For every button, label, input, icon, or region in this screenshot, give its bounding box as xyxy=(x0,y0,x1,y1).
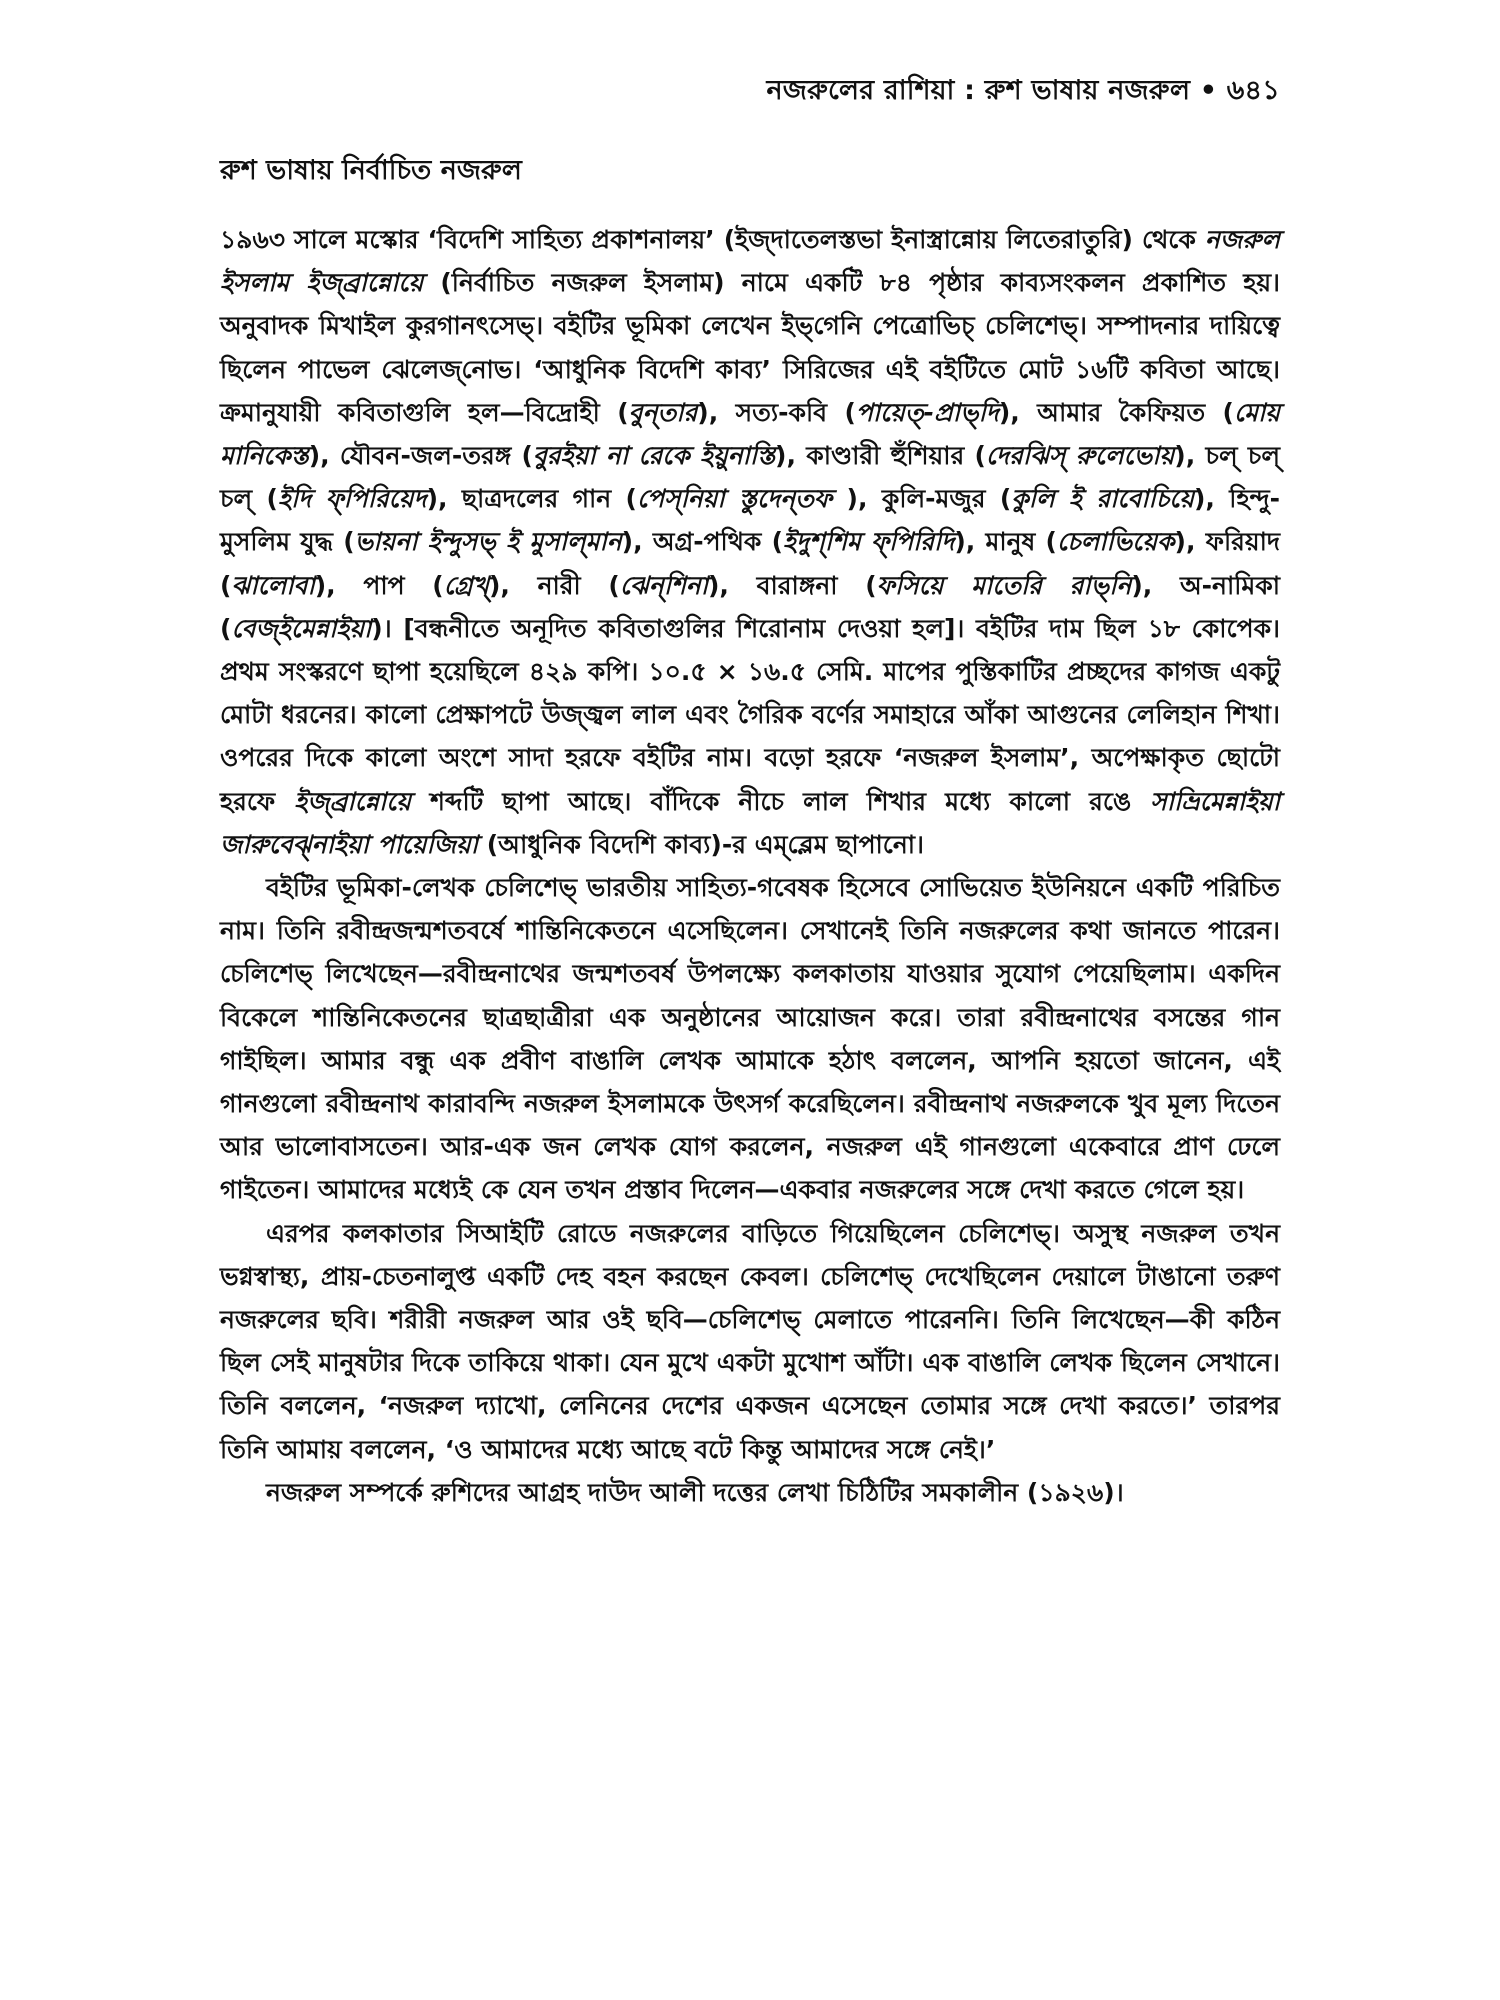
paragraph xyxy=(220,866,1280,1212)
italic-text: পেস্‌নিয়া স্তুদেন্‌তফ xyxy=(636,484,833,514)
paragraph xyxy=(220,218,1280,866)
italic-text: ঝেন্‌শিনা xyxy=(619,570,708,600)
italic-text: কুলি ই রাবোচিয়ে xyxy=(1011,484,1194,514)
italic-text: গ্রেখ্‌ xyxy=(443,570,489,600)
text-run: ), অগ্র-পথিক ( xyxy=(621,527,784,557)
paragraph xyxy=(220,1471,1280,1514)
body-text xyxy=(220,218,1280,1514)
italic-text: ফসিয়ে মাতেরি রাভ্‌নি xyxy=(876,570,1132,600)
text-run: ), ছাত্রদলের গান ( xyxy=(426,484,637,514)
italic-text: ভায়না ইন্দুসভ্‌ ই মুসাল্‌মান xyxy=(354,527,622,557)
italic-text: নজরুল ইসলাম ইজ্‌ব্রান্নোয়ে xyxy=(220,225,1280,298)
italic-text: বুন্‌তার xyxy=(628,397,698,427)
text-run: ), মানুষ ( xyxy=(954,527,1057,557)
text-run: নজরুল সম্পর্কে রুশিদের আগ্রহ দাউদ আলী দত্তের লেখা চিঠিটির সমকালীন (১৯২৬)। xyxy=(266,1477,1124,1507)
text-run: ), যৌবন-জল-তরঙ্গ ( xyxy=(308,441,533,471)
text-run: (নির্বাচিত নজরুল ইসলাম) নামে একটি ৮৪ পৃষ্ঠার কাব্যসংকলন প্রকাশিত হয়। অনুবাদক মিখাইল কুরগানৎসেভ্‌। বইটির ভূমিকা লেখেন ইভ্‌গেনি পেত্রোভিচ্‌ চেলিশেভ্‌। সম্পাদনার দায়িত্বে ছিলেন পাভেল ঝেলেজ্‌নোভ। ‘আধুনিক বিদেশি কাব্য’ সিরিজের এই বইটিতে মোট ১৬টি কবিতা আছে। ক্রমানুযায়ী কবিতাগুলি হল—বিদ্রোহী ( xyxy=(220,268,1280,427)
text-run: )। [বন্ধনীতে অনূদিত কবিতাগুলির শিরোনাম দেওয়া হল]। বইটির দাম ছিল ১৮ কোপেক। প্রথম সংস্করণে ছাপা হয়েছিলে ৪২৯ কপি। ১০.৫ × ১৬.৫ সেমি. মাপের পুস্তিকাটির প্রচ্ছদের কাগজ একটু মোটা ধরনের। কালো প্রেক্ষাপটে উজ্জ্বল লাল এবং গৈরিক বর্ণের সমাহারে আঁকা আগুনের লেলিহান শিখা। ওপরের দিকে কালো অংশে সাদা হরফে বইটির নাম। বড়ো হরফে ‘নজরুল ইসলাম’, অপেক্ষাকৃত ছোটো হরফে xyxy=(220,613,1280,816)
text-run: ), হিন্দু-মুসলিম যুদ্ধ ( xyxy=(220,484,1281,557)
text-run: বইটির ভূমিকা-লেখক চেলিশেভ্‌ ভারতীয় সাহিত্য-গবেষক হিসেবে সোভিয়েত ইউনিয়নে একটি পরিচিত নাম। তিনি রবীন্দ্রজন্মশতবর্ষে শান্তিনিকেতনে এসেছিলেন। সেখানেই তিনি নজরুলের কথা জানতে পারেন। চেলিশেভ্‌ লিখেছেন—রবীন্দ্রনাথের জন্মশতবর্ষ উপলক্ষ্যে কলকাতায় যাওয়ার সুযোগ পেয়েছিলাম। একদিন বিকেলে শান্তিনিকেতনের ছাত্রছাত্রীরা এক অনুষ্ঠানের আয়োজন করে। তারা রবীন্দ্রনাথের বসন্তের গান গাইছিল। আমার বন্ধু এক প্রবীণ বাঙালি লেখক আমাকে হঠাৎ বললেন, আপনি হয়তো জানেন, এই গানগুলো রবীন্দ্রনাথ কারাবন্দি নজরুল ইসলামকে উৎসর্গ করেছিলেন। রবীন্দ্রনাথ নজরুলকে খুব মূল্য দিতেন আর ভালোবাসতেন। আর-এক জন লেখক যোগ করলেন, নজরুল এই গানগুলো একেবারে প্রাণ ঢেলে গাইতেন। আমাদের মধ্যেই কে যেন তখন প্রস্তাব দিলেন—একবার নজরুলের সঙ্গে দেখা করতে গেলে হয়। xyxy=(220,873,1280,1205)
text-run: ), সত্য-কবি ( xyxy=(697,397,856,427)
italic-text: ঝালোবা xyxy=(231,570,315,600)
italic-text: বেজ্‌ইমেন্নাইয়া xyxy=(231,613,372,643)
text-run: শব্দটি ছাপা আছে। বাঁদিকে নীচে লাল শিখার মধ্যে কালো রঙে xyxy=(411,786,1151,816)
text-run: ), বারাঙ্গনা ( xyxy=(707,570,877,600)
text-run: ১৯৬৩ সালে মস্কোর ‘বিদেশি সাহিত্য প্রকাশনালয়’ (ইজ্‌দাতেলস্তভা ইনাস্ত্রান্নোয় লিতেরাতুরি) থেকে xyxy=(220,225,1205,254)
text-run: ), পাপ ( xyxy=(314,570,444,600)
text-run: ), আমার কৈফিয়ত ( xyxy=(998,397,1234,427)
section-title: রুশ ভাষায় নির্বাচিত নজরুল xyxy=(220,155,522,186)
paragraph xyxy=(220,1212,1280,1471)
text-run: ), চল্‌ চল্‌ চল্‌ ( xyxy=(220,441,1280,514)
text-run: ), অ-নামিকা ( xyxy=(220,570,1280,643)
text-run: ), ফরিয়াদ ( xyxy=(220,527,1280,600)
italic-text: চেলাভিয়েক xyxy=(1056,527,1175,557)
italic-text: ইদি ফ্‌পিরিয়েদ xyxy=(277,484,427,514)
text-run: ), কুলি-মজুর ( xyxy=(832,484,1012,514)
italic-text: দেরঝিস্‌ রুলেভোয় xyxy=(985,441,1175,471)
text-run: ), কাণ্ডারী হুঁশিয়ার ( xyxy=(775,441,986,471)
text-run: এরপর কলকাতার সিআইটি রোডে নজরুলের বাড়িতে গিয়েছিলেন চেলিশেভ্‌। অসুস্থ নজরুল তখন ভগ্নস্বাস্থ্য, প্রায়-চেতনালুপ্ত একটি দেহ বহন করছেন কেবল। চেলিশেভ্‌ দেখেছিলেন দেয়ালে টাঙানো তরুণ নজরুলের ছবি। শরীরী নজরুল আর ওই ছবি—চেলিশেভ্‌ মেলাতে পারেননি। তিনি লিখেছেন—কী কঠিন ছিল সেই মানুষটার দিকে তাকিয়ে থাকা। যেন মুখে একটা মুখোশ আঁটা। এক বাঙালি লেখক ছিলেন সেখানে। তিনি বললেন, ‘নজরুল দ্যাখো, লেনিনের দেশের একজন এসেছেন তোমার সঙ্গে দেখা করতে।’ তারপর তিনি আমায় বললেন, ‘ও আমাদের মধ্যে আছে বটে কিন্তু আমাদের সঙ্গে নেই।’ xyxy=(220,1218,1280,1464)
text-run: (আধুনিক বিদেশি কাব্য)-র এম্‌ব্লেম ছাপানো। xyxy=(478,829,924,859)
text-run: ), নারী ( xyxy=(488,570,620,600)
italic-text: সাভ্রিমেন্নাইয়া জারুবেঝ্‌নাইয়া পায়েজিয়া xyxy=(220,786,1281,859)
italic-text: ইজ্‌ব্রান্নোয়ে xyxy=(294,786,412,816)
italic-text: ইদুশ্‌শিম ফ্‌পিরিদি xyxy=(783,527,955,557)
italic-text: পায়েত্‌-প্রাভ্‌দি xyxy=(855,397,999,427)
running-header: নজরুলের রাশিয়া : রুশ ভাষায় নজরুল • ৬৪১ xyxy=(766,75,1280,106)
italic-text: বুরইয়া না রেকে ইয়ুনাস্তি xyxy=(532,441,776,471)
italic-text: মোয় মানিকেস্ত xyxy=(220,397,1280,471)
